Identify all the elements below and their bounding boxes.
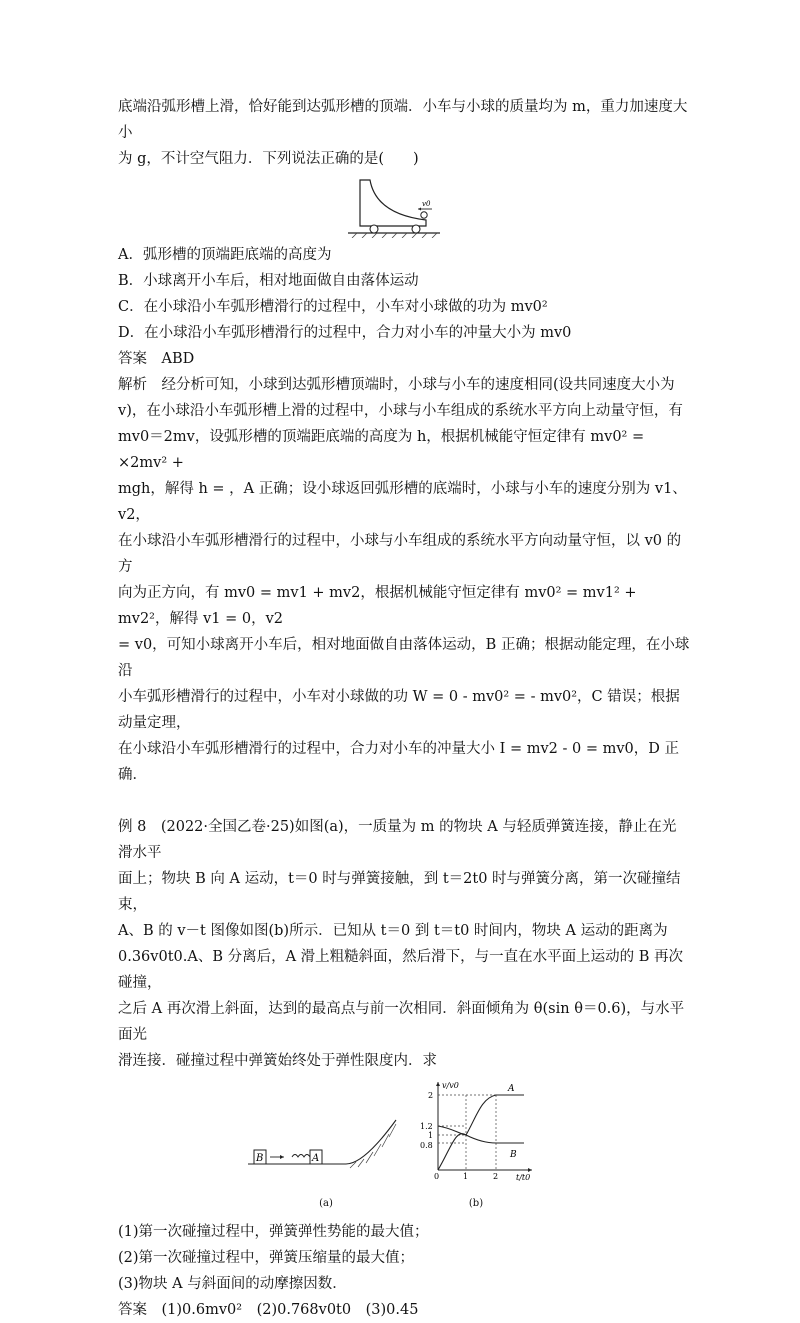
answer-2: 答案 (1)0.6mv0² (2)0.768v0t0 (3)0.45 xyxy=(118,1302,419,1318)
x-tick: 2 xyxy=(493,1172,499,1181)
example-line: 0.36v0t0.A、B 分离后，A 滑上粗糙斜面，然后滑下，与一直在水平面上运动的 B 再次碰撞， xyxy=(118,949,684,991)
y-axis-label: v/v0 xyxy=(442,1081,459,1090)
analysis-line: mv0＝2mv，设弧形槽的顶端距底端的高度为 h，根据机械能守恒定律有 mv0² = ×2mv² + xyxy=(118,429,645,471)
block-b-label: B xyxy=(256,1153,264,1164)
question-2: (2)第一次碰撞过程中，弹簧压缩量的最大值； xyxy=(118,1250,415,1266)
question-1: (1)第一次碰撞过程中，弹簧弹性势能的最大值； xyxy=(118,1224,429,1240)
figure-a xyxy=(246,1112,406,1217)
analysis-line: 在小球沿小车弧形槽滑行的过程中，小球与小车组成的系统水平方向动量守恒，以 v0 的方 xyxy=(118,533,682,575)
x-tick: 0 xyxy=(434,1172,440,1181)
y-tick: 0.8 xyxy=(420,1141,433,1150)
y-tick: 1.2 xyxy=(420,1122,433,1131)
example-line: 例 8 (2022·全国乙卷·25)如图(a)，一质量为 m 的物块 A 与轻质弹簧连接，静止在光滑水平 xyxy=(118,819,677,861)
example-line: 面上；物块 B 向 A 运动，t＝0 时与弹簧接触，到 t＝2t0 时与弹簧分离，第一次碰撞结束， xyxy=(118,871,681,913)
analysis-line: = v0，可知小球离开小车后，相对地面做自由落体运动，B 正确；根据动能定理，在小球沿 xyxy=(118,637,690,679)
y-tick: 2 xyxy=(428,1091,434,1100)
answer-1: 答案 ABD xyxy=(118,351,195,367)
y-tick: 1 xyxy=(428,1131,434,1140)
block-a-label: A xyxy=(312,1153,320,1164)
x-axis-label: t/t0 xyxy=(516,1173,531,1182)
figure-a-caption: (a) xyxy=(319,1198,333,1209)
spring-block-slope-figure xyxy=(246,1112,406,1182)
option-d: D．在小球沿小车弧形槽滑行的过程中，合力对小车的冲量大小为 mv0 xyxy=(118,325,572,341)
figure-b-caption: (b) xyxy=(468,1198,484,1209)
example-line: 滑连接．碰撞过程中弹簧始终处于弹性限度内．求 xyxy=(118,1053,437,1069)
analysis-line: v)，在小球沿小车弧形槽上滑的过程中，小球与小车组成的系统水平方向上动量守恒，有 xyxy=(118,403,683,419)
analysis-line: 在小球沿小车弧形槽滑行的过程中，合力对小车的冲量大小 I = mv2 - 0 = mv0，D 正确． xyxy=(118,741,679,783)
curve-b-label: B xyxy=(510,1150,517,1160)
option-b: B．小球离开小车后，相对地面做自由落体运动 xyxy=(118,273,419,289)
example-figures xyxy=(246,1078,690,1217)
cart-with-arc-groove-figure xyxy=(346,176,442,238)
analysis-line: mgh，解得 h = ，A 正确；设小球返回弧形槽的底端时，小球与小车的速度分别为 v1、v2， xyxy=(118,481,687,523)
v-t-graph xyxy=(416,1078,536,1182)
v0-label: v0 xyxy=(422,200,431,208)
intro-line-1: 底端沿弧形槽上滑，恰好能到达弧形槽的顶端．小车与小球的质量均为 m，重力加速度大小 xyxy=(118,99,688,141)
x-tick: 1 xyxy=(463,1172,469,1181)
document-page xyxy=(118,94,690,1323)
option-c: C．在小球沿小车弧形槽滑行的过程中，小车对小球做的功为 mv0² xyxy=(118,299,548,315)
analysis-line: 解析 经分析可知，小球到达弧形槽顶端时，小球与小车的速度相同(设共同速度大小为 xyxy=(118,377,675,393)
example-line: A、B 的 v－t 图像如图(b)所示．已知从 t＝0 到 t＝t0 时间内，物块 A 运动的距离为 xyxy=(118,923,668,939)
curve-a-label: A xyxy=(508,1084,515,1094)
option-a: A．弧形槽的顶端距底端的高度为 xyxy=(118,247,332,263)
analysis-line: 小车弧形槽滑行的过程中，小车对小球做的功 W = 0 - mv0² = - mv0²，C 错误；根据动量定理， xyxy=(118,689,680,731)
example-line: 之后 A 再次滑上斜面，达到的最高点与前一次相同．斜面倾角为 θ(sin θ＝0.6)，与水平面光 xyxy=(118,1001,685,1043)
intro-line-2: 为 g，不计空气阻力．下列说法正确的是( ) xyxy=(118,151,419,167)
question-3: (3)物块 A 与斜面间的动摩擦因数． xyxy=(118,1276,347,1292)
analysis-line: 向为正方向，有 mv0 = mv1 + mv2，根据机械能守恒定律有 mv0² = mv1² + mv2²，解得 v1 = 0，v2 xyxy=(118,585,637,627)
figure-b xyxy=(416,1078,536,1217)
